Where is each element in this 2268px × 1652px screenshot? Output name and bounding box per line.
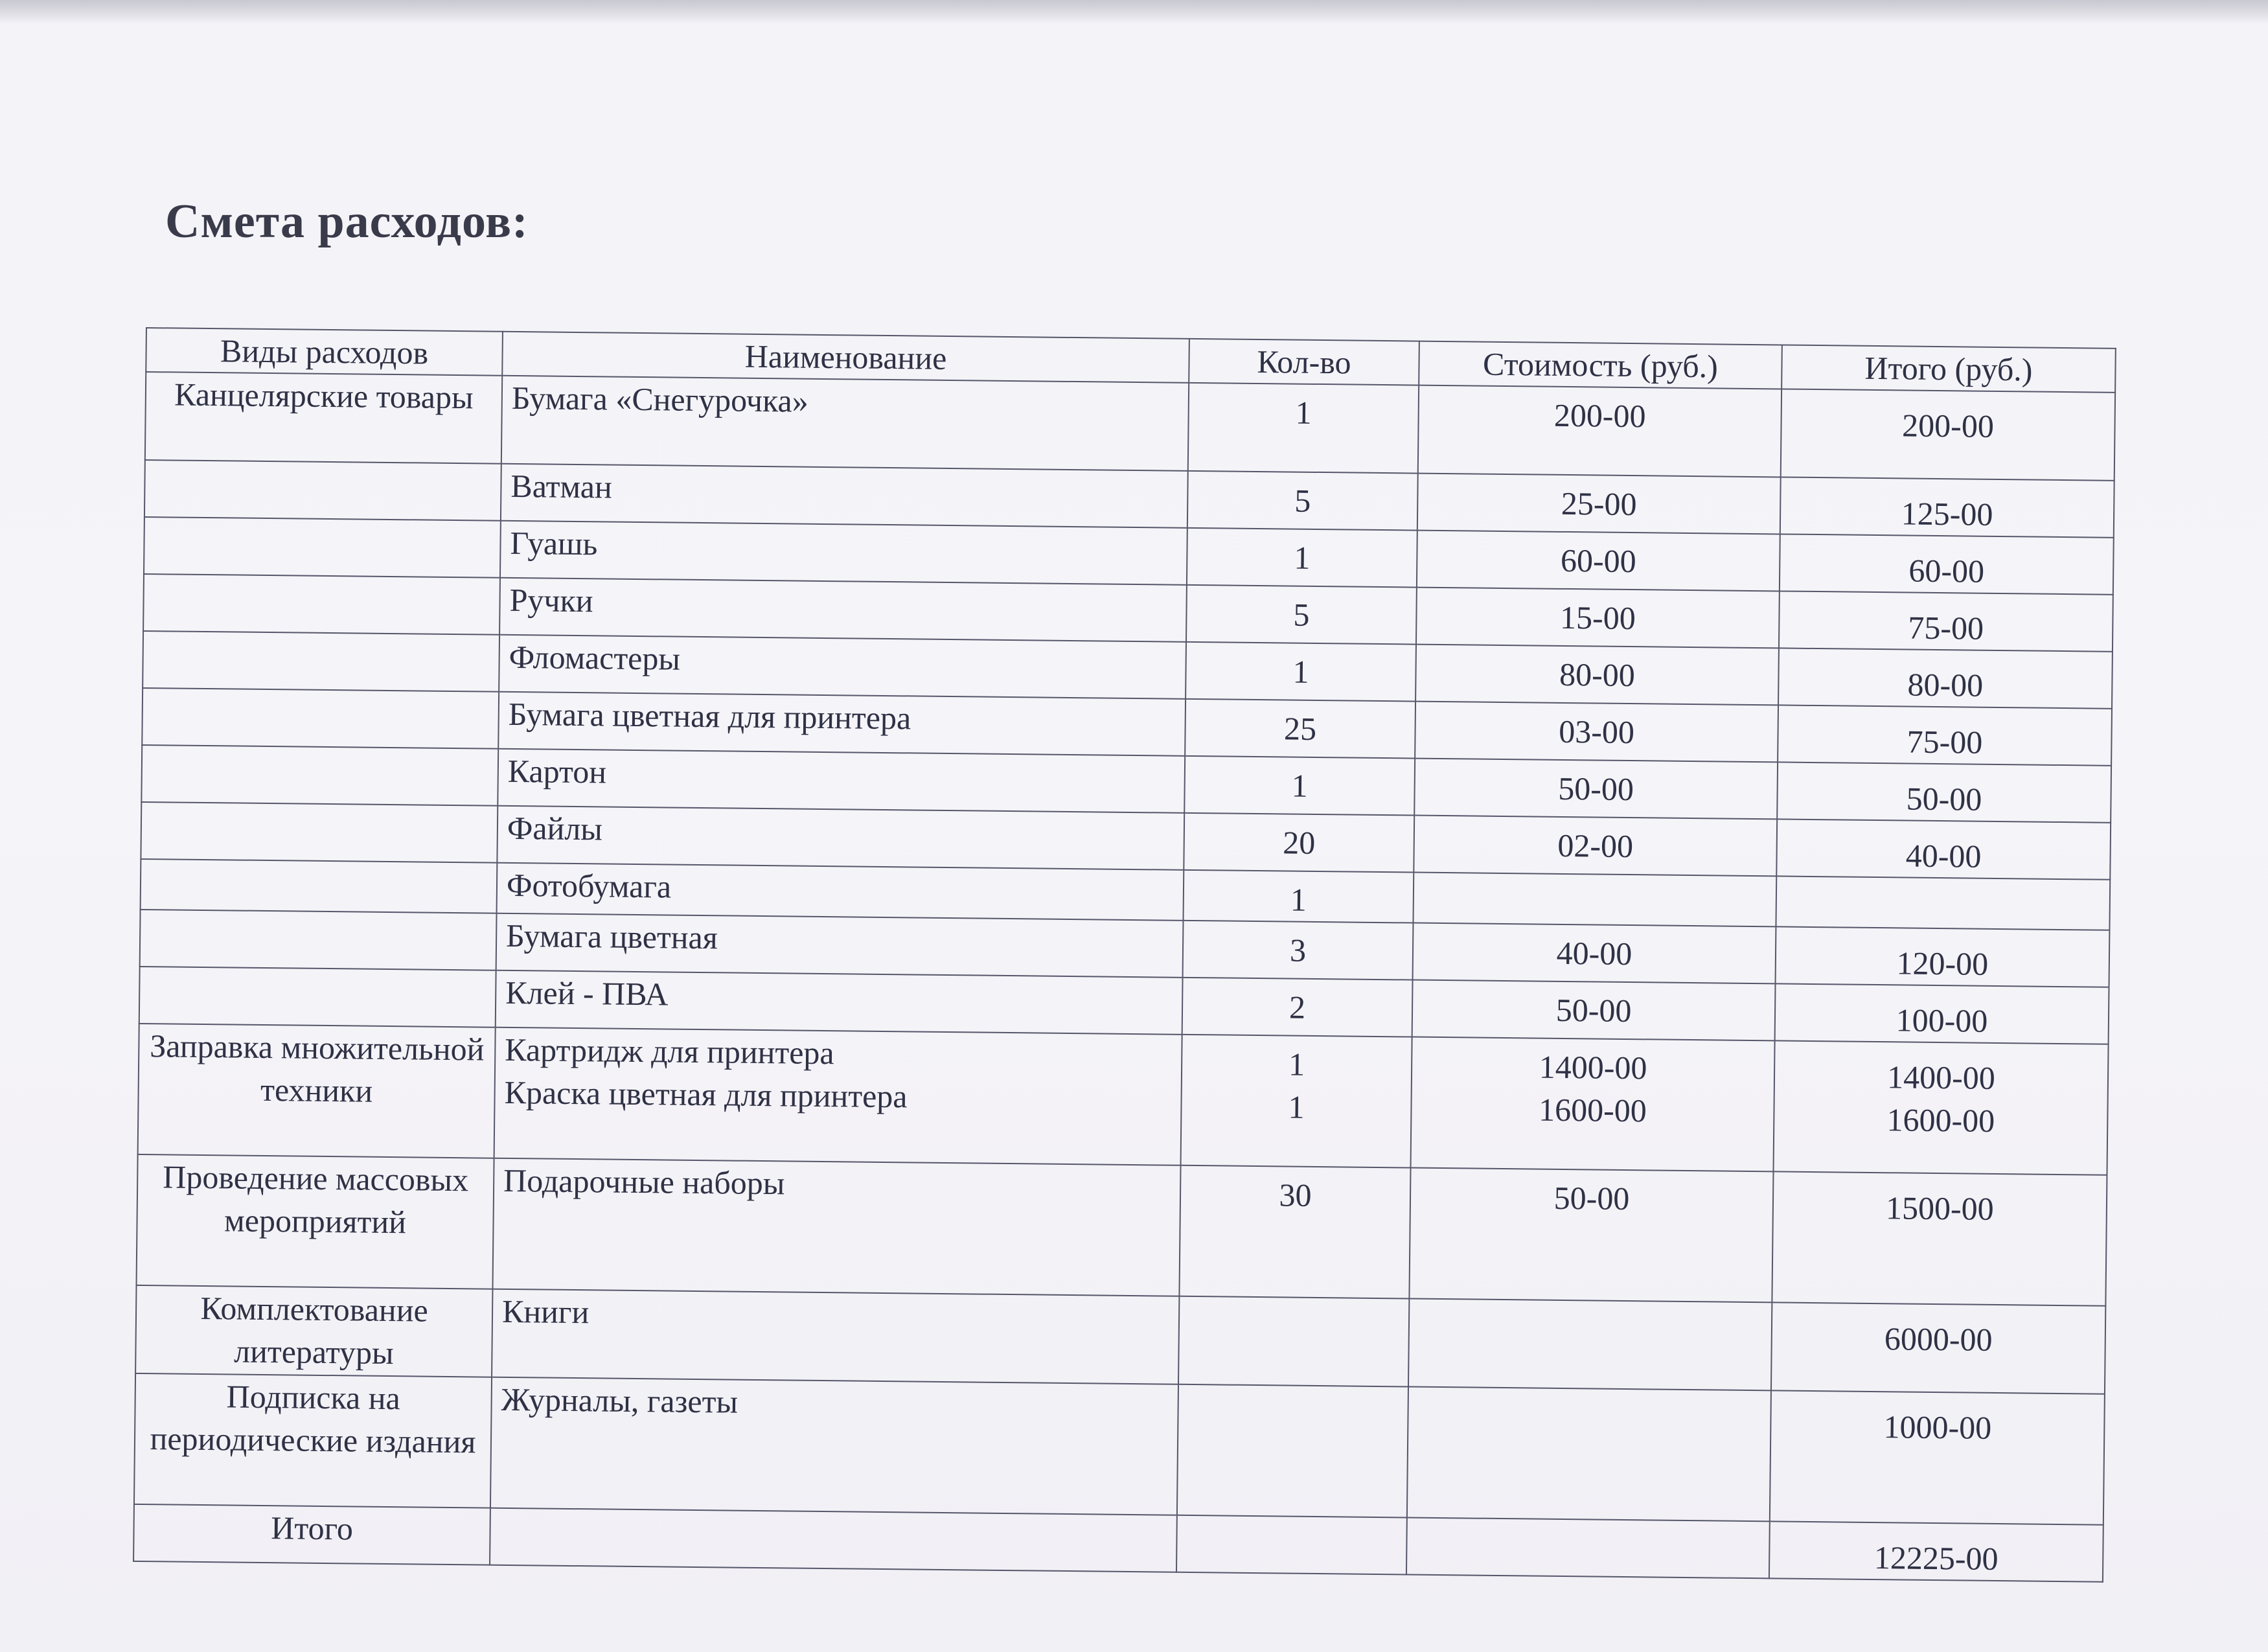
cost: 50-00 bbox=[1558, 770, 1634, 808]
quantity: 25 bbox=[1283, 710, 1317, 747]
item-name: Картридж для принтера bbox=[505, 1031, 834, 1072]
item-name-cell bbox=[501, 464, 1188, 528]
item-name-cell bbox=[496, 970, 1183, 1035]
expense-type-cell bbox=[141, 802, 498, 863]
cost-cell bbox=[1407, 1386, 1771, 1521]
expense-type-cell bbox=[144, 460, 501, 521]
total-cell bbox=[1776, 926, 2110, 987]
quantity-cell bbox=[1177, 1384, 1408, 1518]
cost: 1600-00 bbox=[1538, 1091, 1647, 1129]
quantity: 2 bbox=[1289, 989, 1306, 1026]
table-row bbox=[134, 1373, 2105, 1525]
quantity: 1 bbox=[1291, 767, 1308, 804]
page-title: Смета расходов: bbox=[165, 195, 529, 248]
expense-type-cell: Подписка на периодические издания bbox=[134, 1373, 492, 1508]
expense-type-cell bbox=[139, 967, 496, 1027]
quantity-cell bbox=[1186, 642, 1416, 702]
item-name: Фломастеры bbox=[509, 638, 681, 677]
total-cell bbox=[1769, 1521, 2103, 1581]
cost-cell bbox=[1412, 980, 1776, 1041]
expense-type-cell bbox=[140, 910, 497, 970]
quantity: 5 bbox=[1293, 596, 1310, 633]
total: 80-00 bbox=[1907, 666, 1984, 704]
item-name-cell bbox=[497, 863, 1184, 921]
expense-table bbox=[133, 327, 2116, 1583]
item-name: Картон bbox=[507, 752, 607, 790]
cost-cell bbox=[1415, 645, 1779, 706]
quantity: 1 bbox=[1288, 1046, 1305, 1083]
total: 1000-00 bbox=[1883, 1408, 1992, 1446]
item-name: Ручки bbox=[509, 581, 593, 619]
cost bbox=[1419, 1306, 1762, 1310]
total-cell bbox=[1781, 389, 2115, 480]
quantity: 1 bbox=[1292, 653, 1309, 690]
total: 60-00 bbox=[1908, 552, 1985, 590]
expense-type-cell bbox=[142, 688, 499, 749]
total-cell bbox=[1776, 876, 2110, 930]
total-cell bbox=[1777, 762, 2111, 822]
total-cell bbox=[1775, 983, 2109, 1044]
total-cell bbox=[1779, 591, 2113, 651]
cost: 60-00 bbox=[1560, 542, 1636, 580]
total: 75-00 bbox=[1907, 723, 1983, 761]
total: 100-00 bbox=[1896, 1002, 1988, 1039]
total: 12225-00 bbox=[1873, 1539, 1999, 1577]
quantity-cell bbox=[1181, 1035, 1412, 1168]
cost-cell bbox=[1409, 1168, 1773, 1303]
quantity-cell bbox=[1186, 585, 1417, 645]
total: 120-00 bbox=[1896, 945, 1989, 982]
item-name: Бумага цветная bbox=[505, 917, 718, 956]
expense-type-cell: Канцелярские товары bbox=[145, 372, 502, 464]
quantity: 20 bbox=[1282, 824, 1316, 861]
quantity-cell bbox=[1187, 528, 1417, 588]
expense-type-cell: Комплектование литературы bbox=[135, 1285, 492, 1377]
cost bbox=[1418, 1394, 1761, 1398]
quantity: 1 bbox=[1288, 1088, 1305, 1125]
cost-cell bbox=[1417, 474, 1781, 534]
cost-cell bbox=[1416, 588, 1780, 648]
item-name-cell bbox=[494, 1027, 1182, 1165]
item-name: Клей - ПВА bbox=[505, 974, 669, 1013]
total: 1600-00 bbox=[1886, 1101, 1995, 1139]
total-cell bbox=[1770, 1390, 2105, 1524]
total-cell bbox=[1778, 648, 2113, 708]
item-name: Гуашь bbox=[510, 524, 598, 562]
expense-type-cell: Проведение массовых мероприятий bbox=[137, 1154, 494, 1289]
expense-type-cell bbox=[141, 859, 498, 913]
cost: 200-00 bbox=[1553, 396, 1646, 435]
header-item-name: Наименование bbox=[502, 332, 1189, 383]
expense-type-cell bbox=[144, 517, 501, 578]
quantity-cell bbox=[1179, 1165, 1410, 1299]
total: 1400-00 bbox=[1886, 1059, 1996, 1096]
cost: 15-00 bbox=[1559, 599, 1636, 637]
quantity-cell bbox=[1176, 1515, 1407, 1575]
cost-cell bbox=[1413, 923, 1776, 984]
cost: 80-00 bbox=[1559, 656, 1636, 694]
expense-type-cell: Итого bbox=[133, 1504, 490, 1565]
total: 125-00 bbox=[1901, 495, 1993, 533]
cost: 03-00 bbox=[1558, 713, 1635, 751]
total-cell bbox=[1780, 534, 2114, 594]
total-cell bbox=[1780, 477, 2114, 537]
total: 6000-00 bbox=[1884, 1320, 1993, 1358]
cost: 50-00 bbox=[1555, 991, 1632, 1029]
cost-cell bbox=[1415, 702, 1778, 763]
total: 50-00 bbox=[1906, 780, 1982, 818]
scan-edge-shadow bbox=[0, 0, 2268, 23]
header-expense-type: Виды расходов bbox=[146, 328, 503, 376]
quantity-cell bbox=[1178, 1296, 1409, 1387]
item-name: Файлы bbox=[507, 809, 603, 847]
item-name-cell bbox=[496, 913, 1184, 978]
table-row bbox=[137, 1154, 2107, 1306]
cost-cell bbox=[1414, 759, 1778, 820]
quantity: 3 bbox=[1289, 932, 1307, 969]
cost: 50-00 bbox=[1553, 1179, 1630, 1217]
total-cell bbox=[1773, 1040, 2108, 1175]
expense-table-wrapper bbox=[133, 327, 2115, 1583]
quantity-cell bbox=[1185, 699, 1415, 759]
cost-cell bbox=[1418, 385, 1781, 477]
quantity bbox=[1189, 1303, 1399, 1305]
item-name-cell bbox=[492, 1158, 1180, 1296]
quantity: 1 bbox=[1290, 881, 1307, 918]
table-row bbox=[138, 1024, 2109, 1175]
quantity-cell bbox=[1184, 813, 1414, 873]
cost-cell bbox=[1408, 1299, 1772, 1391]
cost bbox=[1417, 1525, 1760, 1529]
item-name: Журналы, газеты bbox=[501, 1381, 739, 1420]
expense-type-cell bbox=[143, 631, 499, 692]
item-name-cell bbox=[499, 635, 1186, 699]
item-name-cell bbox=[499, 578, 1187, 642]
cost: 40-00 bbox=[1556, 934, 1632, 972]
total: 40-00 bbox=[1905, 837, 1982, 875]
item-name: Бумага «Снегурочка» bbox=[511, 379, 809, 419]
table-body bbox=[133, 372, 2115, 1582]
cost: 25-00 bbox=[1561, 485, 1637, 523]
cost-cell bbox=[1417, 531, 1780, 591]
cost: 1400-00 bbox=[1539, 1048, 1647, 1086]
item-name: Подарочные наборы bbox=[503, 1162, 785, 1202]
quantity-cell bbox=[1182, 978, 1413, 1037]
quantity bbox=[1188, 1392, 1399, 1394]
item-name: Книги bbox=[501, 1292, 590, 1331]
item-name: Фотобумага bbox=[506, 866, 672, 905]
quantity: 1 bbox=[1294, 539, 1311, 576]
expense-type-cell bbox=[143, 574, 500, 635]
item-name: Краска цветная для принтера bbox=[504, 1073, 908, 1115]
cost-cell bbox=[1413, 873, 1776, 927]
item-name-cell bbox=[501, 376, 1189, 471]
cost bbox=[1423, 880, 1767, 884]
cost-cell bbox=[1406, 1517, 1770, 1578]
item-name-cell bbox=[498, 692, 1186, 756]
cost-cell bbox=[1411, 1037, 1775, 1172]
total-cell bbox=[1776, 819, 2111, 879]
total-cell bbox=[1778, 705, 2112, 765]
item-name-cell bbox=[490, 1508, 1177, 1572]
total-cell bbox=[1771, 1302, 2105, 1394]
item-name: Бумага цветная для принтера bbox=[508, 695, 911, 737]
quantity bbox=[1187, 1522, 1397, 1524]
total: 1500-00 bbox=[1885, 1189, 1995, 1227]
item-name-cell bbox=[498, 749, 1185, 813]
header-total: Итого (руб.) bbox=[1781, 345, 2116, 392]
quantity-cell bbox=[1188, 383, 1419, 474]
expense-type-cell bbox=[141, 745, 498, 806]
item-name-cell bbox=[497, 806, 1184, 870]
item-name: Ватман bbox=[510, 467, 613, 505]
quantity-cell bbox=[1187, 471, 1418, 531]
quantity: 5 bbox=[1294, 482, 1311, 519]
cost-cell bbox=[1414, 816, 1777, 877]
item-name-cell bbox=[490, 1377, 1178, 1515]
total: 75-00 bbox=[1908, 609, 1984, 647]
quantity: 30 bbox=[1279, 1176, 1312, 1213]
quantity-cell bbox=[1183, 921, 1414, 980]
expense-type-cell: Заправка множительной техники bbox=[138, 1024, 496, 1158]
header-quantity: Кол-во bbox=[1189, 339, 1419, 385]
quantity: 1 bbox=[1295, 394, 1312, 431]
header-cost: Стоимость (руб.) bbox=[1419, 341, 1782, 389]
cost: 02-00 bbox=[1557, 827, 1634, 865]
total: 200-00 bbox=[1901, 407, 1995, 444]
total-cell bbox=[1772, 1171, 2107, 1305]
item-name-cell bbox=[492, 1289, 1179, 1384]
item-name-cell bbox=[500, 521, 1187, 585]
quantity-cell bbox=[1183, 870, 1414, 923]
total bbox=[1786, 890, 2100, 893]
quantity-cell bbox=[1184, 756, 1415, 816]
